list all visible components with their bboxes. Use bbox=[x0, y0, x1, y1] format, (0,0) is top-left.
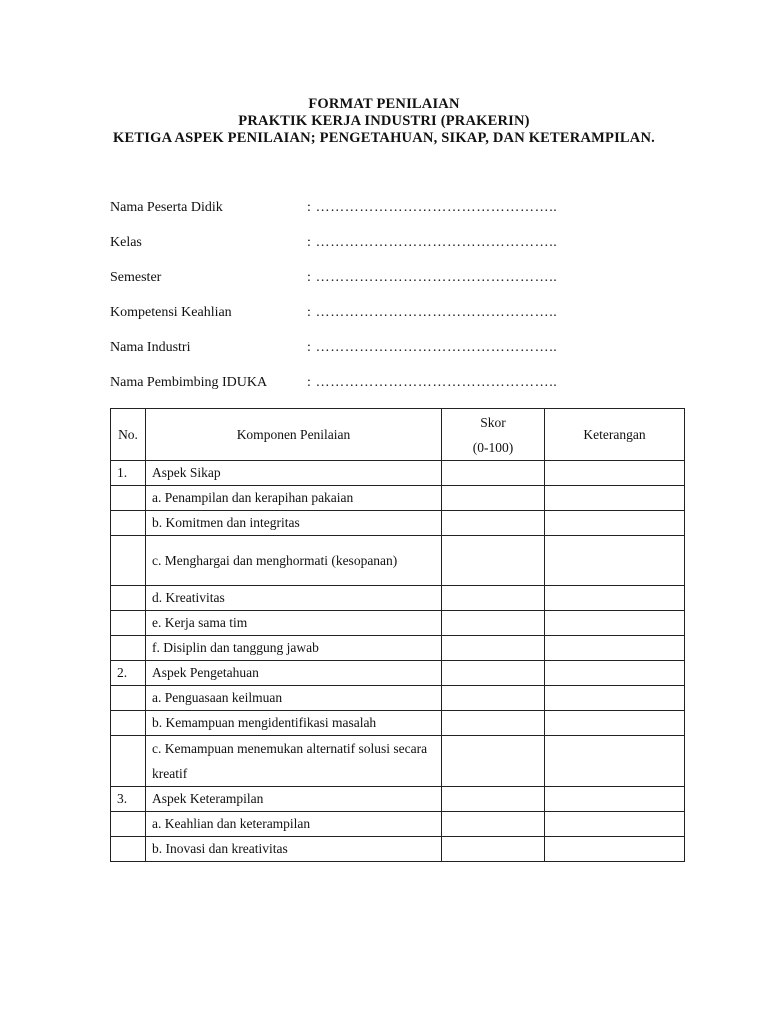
keterangan-cell[interactable] bbox=[545, 486, 685, 511]
number-cell bbox=[111, 686, 146, 711]
component-label: c. Kemampuan menemukan alternatif solusi secara kreatif bbox=[146, 736, 442, 787]
table-row bbox=[111, 636, 685, 661]
number-cell bbox=[111, 536, 146, 586]
field-nama-industri bbox=[110, 340, 670, 375]
table-row bbox=[111, 586, 685, 611]
number-cell bbox=[111, 586, 146, 611]
component-label: a. Penguasaan keilmuan bbox=[146, 686, 442, 711]
field-blank: : ………………………………………….. bbox=[307, 270, 558, 285]
field-blank: : ………………………………………….. bbox=[307, 340, 558, 355]
field-label: Kelas bbox=[110, 235, 142, 250]
skor-cell[interactable] bbox=[442, 536, 545, 586]
component-label: f. Disiplin dan tanggung jawab bbox=[146, 636, 442, 661]
header-skor-range: (0-100) bbox=[472, 439, 514, 455]
skor-cell[interactable] bbox=[442, 812, 545, 837]
table-row bbox=[111, 812, 685, 837]
keterangan-cell[interactable] bbox=[545, 837, 685, 862]
section-row bbox=[111, 461, 685, 486]
keterangan-cell[interactable] bbox=[545, 787, 685, 812]
component-label: b. Komitmen dan integritas bbox=[146, 511, 442, 536]
skor-cell[interactable] bbox=[442, 586, 545, 611]
skor-cell[interactable] bbox=[442, 686, 545, 711]
number-cell bbox=[111, 837, 146, 862]
table-row bbox=[111, 837, 685, 862]
section-label: Aspek Pengetahuan bbox=[146, 661, 442, 686]
identity-fields bbox=[110, 200, 670, 410]
title-line-3: KETIGA ASPEK PENILAIAN; PENGETAHUAN, SIKAP, DAN KETERAMPILAN. bbox=[113, 130, 655, 146]
component-label: a. Penampilan dan kerapihan pakaian bbox=[146, 486, 442, 511]
number-cell bbox=[111, 611, 146, 636]
field-blank: : ………………………………………….. bbox=[307, 305, 558, 320]
title-line-1: FORMAT PENILAIAN bbox=[308, 96, 460, 112]
table-row bbox=[111, 511, 685, 536]
component-label: a. Keahlian dan keterampilan bbox=[146, 812, 442, 837]
keterangan-cell[interactable] bbox=[545, 536, 685, 586]
skor-cell[interactable] bbox=[442, 461, 545, 486]
component-label: b. Inovasi dan kreativitas bbox=[146, 837, 442, 862]
field-kompetensi-keahlian bbox=[110, 305, 670, 340]
section-number: 2. bbox=[111, 661, 146, 686]
table-row bbox=[111, 486, 685, 511]
field-label: Kompetensi Keahlian bbox=[110, 305, 232, 320]
number-cell bbox=[111, 812, 146, 837]
field-kelas bbox=[110, 235, 670, 270]
skor-cell[interactable] bbox=[442, 837, 545, 862]
keterangan-cell[interactable] bbox=[545, 686, 685, 711]
skor-cell[interactable] bbox=[442, 736, 545, 787]
field-label: Nama Industri bbox=[110, 340, 191, 355]
number-cell bbox=[111, 736, 146, 787]
skor-cell[interactable] bbox=[442, 511, 545, 536]
section-label: Aspek Sikap bbox=[146, 461, 442, 486]
field-semester bbox=[110, 270, 670, 305]
number-cell bbox=[111, 711, 146, 736]
document-title bbox=[0, 96, 768, 147]
component-label: e. Kerja sama tim bbox=[146, 611, 442, 636]
title-line-2: PRAKTIK KERJA INDUSTRI (PRAKERIN) bbox=[238, 113, 530, 129]
field-label: Nama Peserta Didik bbox=[110, 200, 223, 215]
keterangan-cell[interactable] bbox=[545, 812, 685, 837]
number-cell bbox=[111, 511, 146, 536]
number-cell bbox=[111, 636, 146, 661]
header-skor-label: Skor bbox=[480, 414, 506, 430]
section-number: 1. bbox=[111, 461, 146, 486]
keterangan-cell[interactable] bbox=[545, 511, 685, 536]
keterangan-cell[interactable] bbox=[545, 461, 685, 486]
skor-cell[interactable] bbox=[442, 486, 545, 511]
component-label: c. Menghargai dan menghormati (kesopanan) bbox=[146, 536, 442, 586]
section-label: Aspek Keterampilan bbox=[146, 787, 442, 812]
section-row bbox=[111, 661, 685, 686]
keterangan-cell[interactable] bbox=[545, 586, 685, 611]
component-label: d. Kreativitas bbox=[146, 586, 442, 611]
table-row bbox=[111, 686, 685, 711]
keterangan-cell[interactable] bbox=[545, 636, 685, 661]
assessment-table bbox=[110, 408, 685, 862]
keterangan-cell[interactable] bbox=[545, 611, 685, 636]
skor-cell[interactable] bbox=[442, 661, 545, 686]
field-nama-peserta-didik bbox=[110, 200, 670, 235]
keterangan-cell[interactable] bbox=[545, 711, 685, 736]
skor-cell[interactable] bbox=[442, 711, 545, 736]
keterangan-cell[interactable] bbox=[545, 736, 685, 787]
table-row bbox=[111, 611, 685, 636]
table-header-row bbox=[111, 409, 685, 461]
field-blank: : ………………………………………….. bbox=[307, 235, 558, 250]
table-row bbox=[111, 536, 685, 586]
component-label: b. Kemampuan mengidentifikasi masalah bbox=[146, 711, 442, 736]
field-nama-pembimbing-iduka bbox=[110, 375, 670, 410]
field-label: Semester bbox=[110, 270, 162, 285]
header-keterangan: Keterangan bbox=[545, 409, 685, 461]
skor-cell[interactable] bbox=[442, 787, 545, 812]
skor-cell[interactable] bbox=[442, 636, 545, 661]
field-blank: : ………………………………………….. bbox=[307, 200, 558, 215]
header-skor bbox=[442, 409, 545, 461]
skor-cell[interactable] bbox=[442, 611, 545, 636]
header-no: No. bbox=[111, 409, 146, 461]
section-number: 3. bbox=[111, 787, 146, 812]
table-row bbox=[111, 736, 685, 787]
field-blank: : ………………………………………….. bbox=[307, 375, 558, 390]
header-komponen: Komponen Penilaian bbox=[146, 409, 442, 461]
section-row bbox=[111, 787, 685, 812]
table-row bbox=[111, 711, 685, 736]
field-label: Nama Pembimbing IDUKA bbox=[110, 375, 268, 390]
keterangan-cell[interactable] bbox=[545, 661, 685, 686]
number-cell bbox=[111, 486, 146, 511]
